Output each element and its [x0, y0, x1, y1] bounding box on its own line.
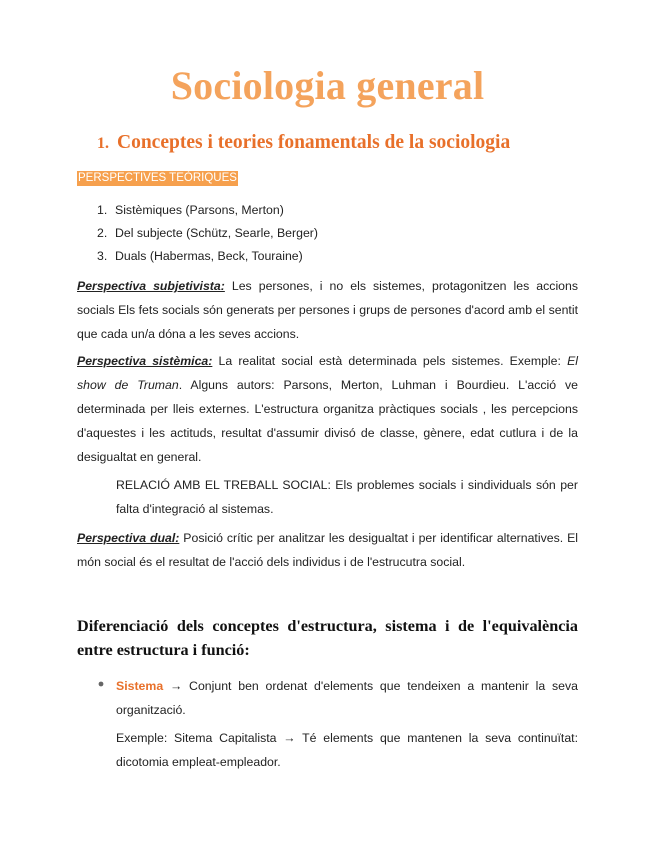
- list-text: Del subjecte (Schütz, Searle, Berger): [115, 226, 318, 240]
- list-item: [97, 226, 318, 240]
- paragraph-label: Perspectiva sistèmica:: [77, 354, 213, 368]
- list-number: 1.: [97, 203, 108, 217]
- section-heading: [97, 132, 510, 154]
- paragraph-text: La realitat social està determinada pels sistemes. Exemple:: [212, 354, 568, 368]
- list-item: [97, 203, 284, 217]
- section-heading-text: Conceptes i teories fonamentals de la sociologia: [117, 132, 511, 153]
- bullet-term: Sistema: [116, 679, 164, 693]
- document-title: Sociologia general: [170, 63, 485, 108]
- section-number: 1.: [97, 135, 109, 152]
- bullet-text: → Conjunt ben ordenat d'elements que tendeixen a mantenir la seva organització.: [116, 679, 578, 717]
- paragraph-text: Les persones, i no els sistemes, protagonitzen les accions socials Els fets socials són generats per persones i grups de persones d'acord amb el sentit que cada un/a dóna a les seves accions.: [77, 279, 578, 341]
- highlighted-label: PERSPECTIVES TEÒRIQUES: [78, 172, 237, 184]
- list-text: Sistèmiques (Parsons, Merton): [115, 203, 284, 217]
- list-number: 2.: [97, 226, 108, 240]
- paragraph-dual: [77, 526, 578, 574]
- paragraph-label: Perspectiva subjetivista:: [77, 279, 225, 293]
- paragraph-relacio: RELACIÓ AMB EL TREBALL SOCIAL: Els problemes socials i sindividuals són per falta d'integració al sistemas.: [116, 478, 578, 516]
- subheading: Diferenciació dels conceptes d'estructura, sistema i de l'equivalència entre estructura i funció:: [77, 617, 578, 659]
- list-number: 3.: [97, 249, 108, 263]
- list-item: [97, 249, 303, 263]
- paragraph-label: Perspectiva dual:: [77, 531, 180, 545]
- italic-example: El show de Truman: [77, 354, 578, 392]
- paragraph-text: Posició crític per analitzar les desigualtat i per identificar alternatives. El món social és el resultat de l'acció dels individus i de l'estrucutra social.: [77, 531, 578, 569]
- paragraph-text: . Alguns autors: Parsons, Merton, Luhman i Bourdieu. L'acció ve determinada per lleis externes. L'estructura organitza pràctiques socials , les percepcions d'aquestes i les actituds, resultat d'assumir divisó de classe, gènere, edat cutlura i de la desigualtat en general.: [77, 378, 578, 464]
- list-text: Duals (Habermas, Beck, Touraine): [115, 249, 303, 263]
- bullet-icon: [99, 682, 104, 687]
- example-paragraph: Exemple: Sitema Capitalista → Té elements que mantenen la seva continuïtat: dicotomia empleat-empleador.: [116, 731, 578, 769]
- paragraph-sistemica: [77, 349, 578, 469]
- bullet-item: [116, 674, 578, 722]
- paragraph-subjectivista: [77, 274, 578, 346]
